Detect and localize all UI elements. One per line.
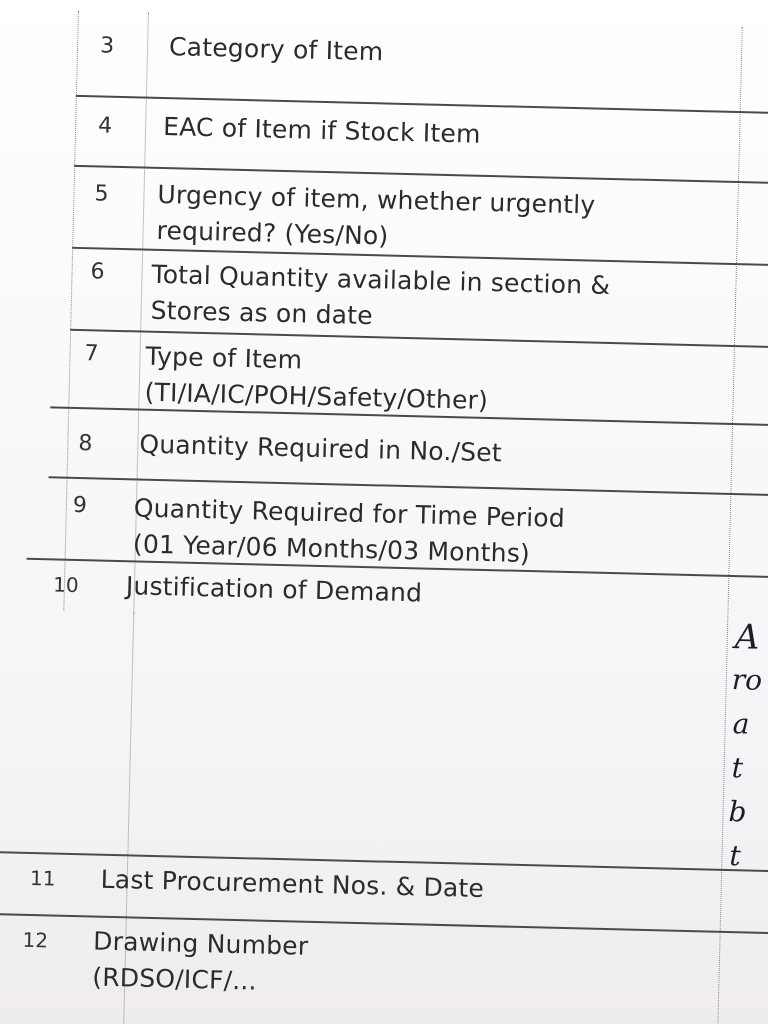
- row-number: 11: [29, 865, 56, 891]
- handwritten-text: ro: [731, 663, 763, 697]
- number-column-rule: [63, 11, 79, 611]
- row-number: 7: [84, 341, 99, 367]
- row-number: 10: [52, 572, 79, 598]
- row-label: EAC of Item if Stock Item: [162, 112, 481, 149]
- row-number: 3: [99, 33, 115, 59]
- handwritten-text: a: [732, 707, 750, 741]
- row-label-line1: Total Quantity available in section &: [151, 259, 611, 300]
- row-label-line2: (RDSO/ICF/...: [92, 962, 258, 996]
- row-label: Category of Item: [168, 32, 384, 67]
- row-label-line1: Quantity Required for Time Period: [133, 493, 566, 533]
- row-label-line2: required? (Yes/No): [156, 215, 389, 251]
- row-number: 12: [22, 927, 49, 953]
- row-label: Quantity Required in No./Set: [139, 429, 503, 468]
- handwritten-text: b: [728, 795, 747, 829]
- handwritten-text: A: [734, 617, 760, 658]
- row-number: 4: [97, 113, 113, 139]
- row-number: 8: [78, 431, 93, 457]
- handwritten-text: t: [729, 839, 742, 873]
- row-label: Justification of Demand: [125, 571, 423, 608]
- row-label-line1: Urgency of item, whether urgently: [157, 179, 596, 220]
- form-table: [0, 8, 768, 1024]
- value-column-rule: [716, 27, 742, 1024]
- row-label-line1: Drawing Number: [92, 926, 309, 961]
- handwritten-text: t: [731, 751, 744, 785]
- row-number: 6: [90, 259, 105, 285]
- row-label-line2: (TI/IA/IC/POH/Safety/Other): [144, 377, 489, 416]
- row-number: 5: [94, 181, 109, 207]
- row-number: 9: [72, 492, 88, 519]
- row-label-line2: (01 Year/06 Months/03 Months): [132, 529, 531, 569]
- row-label: Last Procurement Nos. & Date: [100, 864, 485, 904]
- row-label-line2: Stores as on date: [150, 295, 374, 331]
- row-label-line1: Type of Item: [145, 341, 303, 375]
